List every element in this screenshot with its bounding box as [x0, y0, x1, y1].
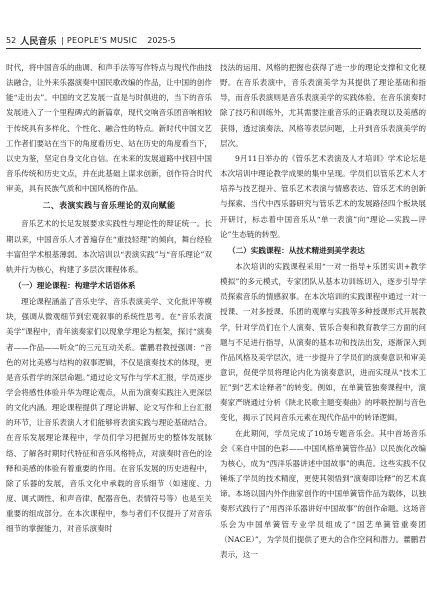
- right-column: [220, 60, 426, 605]
- paragraph: 本次培训的实践课程采用“一对一指导+乐团实训+教学模拟”的多元模式，专家团队从基本功训练切入，逐步引导学员探索音乐的情感叙事。在本次培训的实践课程中通过一对一授课、一对多授课、乐团的观摩与实践等多种授课形式开展教学，针对学员们在个人演奏、管乐合奏和教育教学三方面的问题与不足进行指导，从演奏的基本功和技法出发，逐渐深入到作品风格及美学层次，进一步提升了学员们的演奏意识和审美意识，促使学员将理论内化为演奏意识，进而实现从“技术工匠”到“艺术诠释者”的转变。例如，在单簧管独奏课程中，演奏家严晓通过分析《陕北民歌主题变奏曲》的呼吸控制与音色变化，揭示了民间音乐元素在现代作品中的转译逻辑。: [220, 261, 426, 423]
- paragraph: 在此期间，学员完成了10场专题音乐会。其中首场音乐会《来自中国的色彩——中国风格单簧管作品》以民族化改编为核心，成为“西洋乐器讲述中国故事”的典范。这些实践不仅锤炼了学员的技术精度，更使其领悟到“演奏即诠释”的艺术真谛。本场以国内外作曲家创作的中国单簧管作品为载体，以独奏形式践行了“用西洋乐器讲好中国故事”的创作命题。这场音乐会为中国单簧管专业学员组成了“国艺单簧管重奏团（NACE）”，为学员们提供了更大的合作空间和潜力。藿鹏君表示，这一: [220, 428, 426, 559]
- subsection-heading: （一）理论课程：构建学术话语体系: [14, 281, 136, 291]
- paragraph: 9月11日举办的《管乐艺术表演及人才培训》学术论坛是本次培训中理论教学成果的集中呈现。学员们以管乐艺术人才培养与技艺提升、管乐艺术表演与情感表达、管乐艺术的创新与探索、当代中西乐器研究与管乐艺术的发展路径四个板块展开研讨，标志着中国音乐从“单一表演”向“理论—实践—评论”生态链的转型。: [220, 153, 426, 239]
- page-number: 52: [6, 35, 17, 45]
- paragraph: 理论课程涵盖了音乐史学、音乐表演美学、文化批评等模块，强调从微观细节到宏观叙事的系统性思考。在“音乐表演美学”课程中，青年演奏家们以现象学理论为框架，探讨“演奏者——作品——听众”的三元互动关系。藿鹏君教授强调：“音色的对比美感与结构的叙事逻辑，不仅是演奏技术的体现，更是音乐哲学的深层命题。”通过论文写作与学术汇报，学员逐步学会将感性体验升华为理论观点，从而为演奏实践注入更深层的文化内涵。理论课程提供了理论讲解、论文写作和上台汇报的环节，让音乐表演人才们能够将表演实践与理论基础结合。在音乐发展理论课程中，学员们学习把握历史的整体发展脉络、了解各时期时代特征和音乐风格特点，对演奏时音色的诠释和美感的体验有着重要的作用。在音乐发展的历史进程中，除了乐器的发展，音乐文化中承载的音乐细节（如速度、力度、调式调性、和声音律、配器音色、表情符号等）也是至关重要的组成部分。在本次课程中，参与者们不仅提升了对音乐细节的掌握能力，对音乐演奏时: [6, 297, 212, 534]
- page-header: [6, 34, 421, 46]
- journal-english-name: PEOPLE'S MUSIC: [66, 35, 138, 45]
- journal-logo-text: 人民音乐: [20, 36, 57, 47]
- paragraph: 时代，将中国音乐的曲调、和声手法等写作特点与现代作曲技法融合，让外来乐器演奏中国民歌改编的作品，让中国的创作能“走出去”。中国的文艺发展一直是与时俱进的，当下的音乐发展进入了一个里程碑式的新篇章，现代交响音乐团音响相较于传统具有多样化、个性化、融合性的特点。新时代中国文艺工作者们要站在当下的角度看历史、站在历史的角度看当下，以史为鉴，坚定自身文化自信。在未来的发展道路中找回中国音乐传统和历史文点，并在此基础上谋求创新，创作符合时代审美，具有民族气质和中国风格的作品。: [6, 63, 212, 194]
- subsection-heading: （二）实践课程：从技术精进到美学表达: [228, 245, 365, 255]
- issue-number: 2025-5: [147, 35, 176, 45]
- paragraph: 音乐艺术的长足发展要求实践性与理论性的辩证统一。长期以来，中国音乐人才普遍存在“重技轻理”的倾向，舞台经验丰富但学术根基薄弱。本次培训以“表演实践”与“音乐理论”双轨并行为核心，构建了多层次课程体系。: [6, 219, 212, 274]
- paragraph: 技法的运用、风格的把握也获得了进一步的理论支撑和文化视野。在音乐表演中，音乐表演美学为其提供了理论基础和指导，而音乐表演则是音乐表演美学的实践体验。在音乐演奏时除了技巧和训练外，尤其需要注重音乐的正确表现以及美感的获得，透过演奏法、风格等表层问题，上升到音乐表演美学的层次。: [220, 63, 426, 148]
- header-rule: [6, 48, 421, 49]
- header-separator: |: [61, 35, 64, 45]
- left-column: [6, 60, 212, 605]
- section-heading: 二、表演实践与音乐理论的双向赋能: [42, 201, 176, 211]
